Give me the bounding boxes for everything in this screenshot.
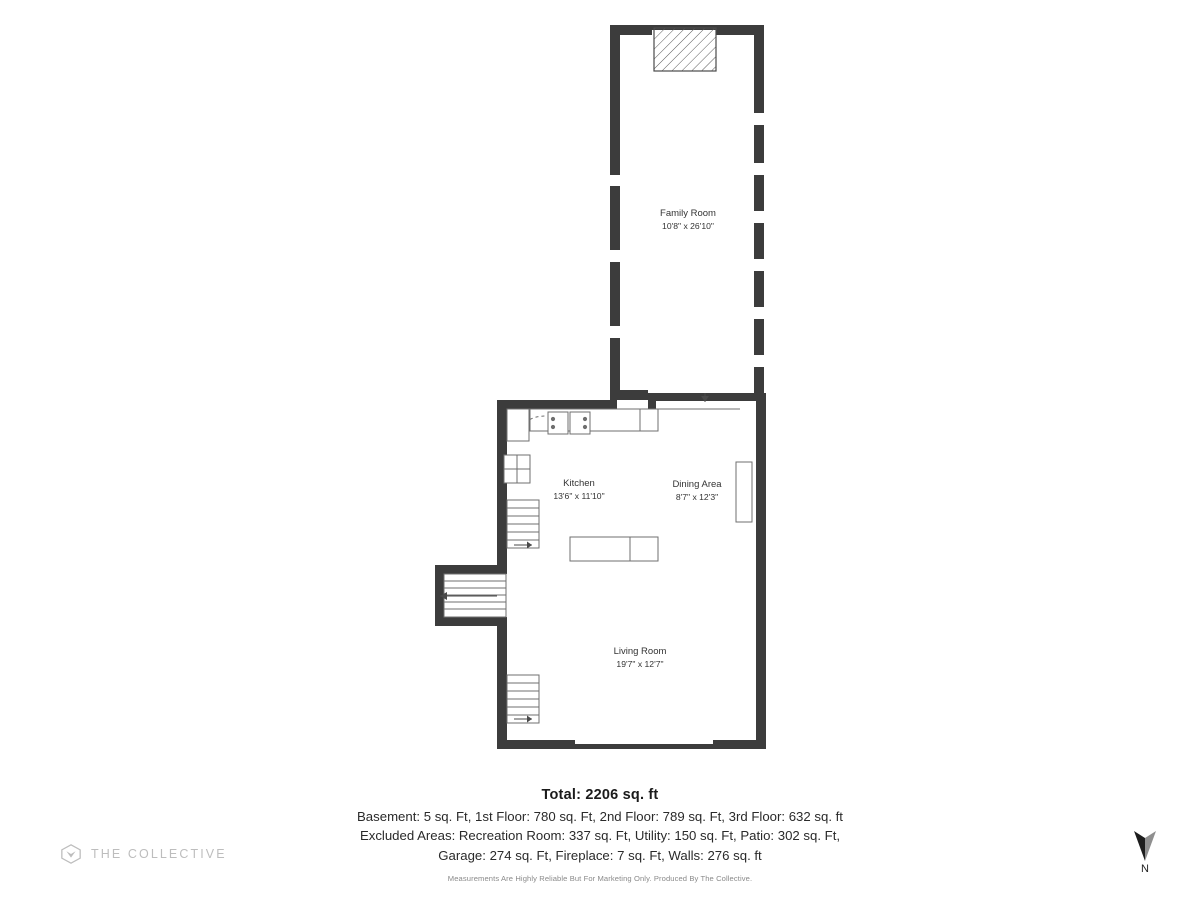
excluded-areas-line-2: Garage: 274 sq. Ft, Fireplace: 7 sq. Ft, Walls: 276 sq. ft (438, 848, 762, 864)
brand-name: THE COLLECTIVE (91, 847, 227, 861)
floor-areas-line-1: Basement: 5 sq. Ft, 1st Floor: 780 sq. Ft, 2nd Floor: 789 sq. Ft, 3rd Floor: 632 sq. ft (357, 808, 843, 824)
room-label-family-room (660, 208, 716, 232)
compass-north-icon (1130, 828, 1160, 862)
compass-label: N (1141, 863, 1149, 875)
room-dimensions: 19'7" x 12'7" (616, 658, 664, 669)
room-dimensions: 10'8" x 26'10" (662, 220, 714, 231)
room-name: Dining Area (672, 479, 722, 490)
room-label-dining-area (672, 479, 721, 503)
staircase-group (440, 500, 539, 723)
room-dimensions: 13'6" x 11'10" (553, 490, 605, 501)
brand-mark (60, 843, 227, 865)
fireplace-hatch (654, 28, 716, 71)
compass (1118, 828, 1172, 875)
disclaimer-text: Measurements Are Highly Reliable But For Marketing Only. Produced By The Collective. (447, 874, 753, 883)
room-label-kitchen (553, 478, 604, 502)
room-name: Living Room (613, 646, 667, 657)
collective-logo-icon (60, 843, 82, 865)
room-dimensions: 8'7" x 12'3" (675, 491, 719, 502)
excluded-areas-line-1: Excluded Areas: Recreation Room: 337 sq. Ft, Utility: 150 sq. Ft, Patio: 302 sq. Ft, (359, 828, 841, 844)
walls-group (435, 25, 766, 749)
area-summary (0, 786, 1200, 884)
room-label-living-room (614, 646, 667, 670)
total-area-text: Total: 2206 sq. ft (541, 787, 659, 803)
room-name: Kitchen (563, 478, 595, 489)
room-name: Family Room (660, 208, 716, 219)
